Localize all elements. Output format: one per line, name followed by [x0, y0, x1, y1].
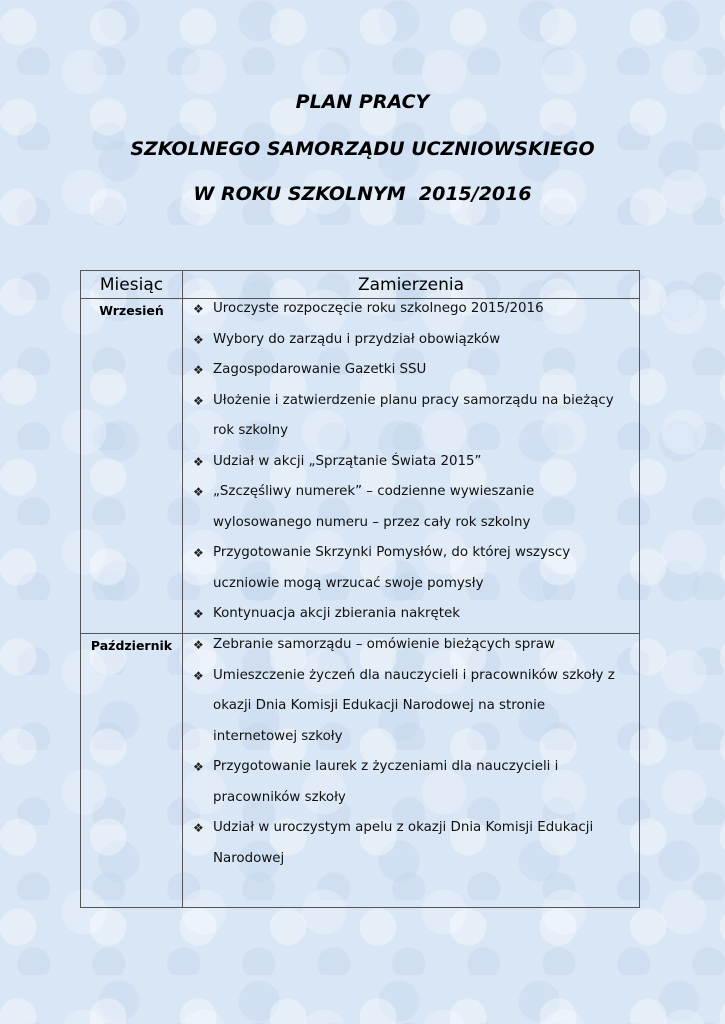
- diamond-bullet-icon: ❖: [193, 638, 204, 652]
- list-item: ❖ Zebranie samorządu – omówienie bieżących spraw: [193, 630, 633, 661]
- list-item: ❖ Ułożenie i zatwierdzenie planu pracy samorządu na bieżący rok szkolny: [193, 386, 633, 447]
- goals-september: [193, 294, 633, 630]
- list-item: ❖ Umieszczenie życzeń dla nauczycieli i pracowników szkoły z okazji Dnia Komisji Edukacji Narodowej na stronie internetowej szkoły: [193, 661, 633, 753]
- list-item: ❖ Kontynuacja akcji zbierania nakrętek: [193, 599, 633, 630]
- plan-table: [80, 270, 640, 908]
- list-item: ❖ Zagospodarowanie Gazetki SSU: [193, 355, 633, 386]
- list-item: ❖ „Szczęśliwy numerek” – codzienne wywieszanie wylosowanego numeru – przez cały rok szkolny: [193, 477, 633, 538]
- diamond-bullet-icon: ❖: [193, 485, 204, 499]
- title-line-3: W ROKU SZKOLNYM 2015/2016: [193, 183, 532, 205]
- list-item: ❖ Wybory do zarządu i przydział obowiązków: [193, 325, 633, 356]
- title-line-2: SZKOLNEGO SAMORZĄDU UCZNIOWSKIEGO: [130, 138, 595, 160]
- diamond-bullet-icon: ❖: [193, 760, 204, 774]
- diamond-bullet-icon: ❖: [193, 393, 204, 408]
- diamond-bullet-icon: ❖: [193, 454, 204, 469]
- diamond-bullet-icon: ❖: [193, 302, 204, 316]
- diamond-bullet-icon: ❖: [193, 668, 204, 683]
- diamond-bullet-icon: ❖: [193, 821, 204, 835]
- month-september: Wrzesień: [99, 303, 164, 318]
- diamond-bullet-icon: ❖: [193, 363, 204, 377]
- list-item: ❖ Przygotowanie laurek z życzeniami dla nauczycieli i pracowników szkoły: [193, 752, 633, 813]
- list-item: ❖ Przygotowanie Skrzynki Pomysłów, do której wszyscy uczniowie mogą wrzucać swoje pomysły: [193, 538, 633, 599]
- goals-october: [193, 630, 633, 874]
- list-item: ❖ Udział w akcji „Sprzątanie Świata 2015”: [193, 447, 633, 478]
- month-october: Październik: [90, 638, 173, 653]
- header-month: Miesiąc: [99, 275, 164, 295]
- title-line-1: PLAN PRACY: [295, 91, 430, 113]
- diamond-bullet-icon: ❖: [193, 546, 204, 560]
- column-divider: [182, 271, 183, 907]
- diamond-bullet-icon: ❖: [193, 607, 204, 621]
- diamond-bullet-icon: ❖: [193, 332, 204, 347]
- list-item: ❖ Uroczyste rozpoczęcie roku szkolnego 2015/2016: [193, 294, 633, 325]
- list-item: ❖ Udział w uroczystym apelu z okazji Dnia Komisji Edukacji Narodowej: [193, 813, 633, 874]
- header-goals: Zamierzenia: [357, 275, 465, 295]
